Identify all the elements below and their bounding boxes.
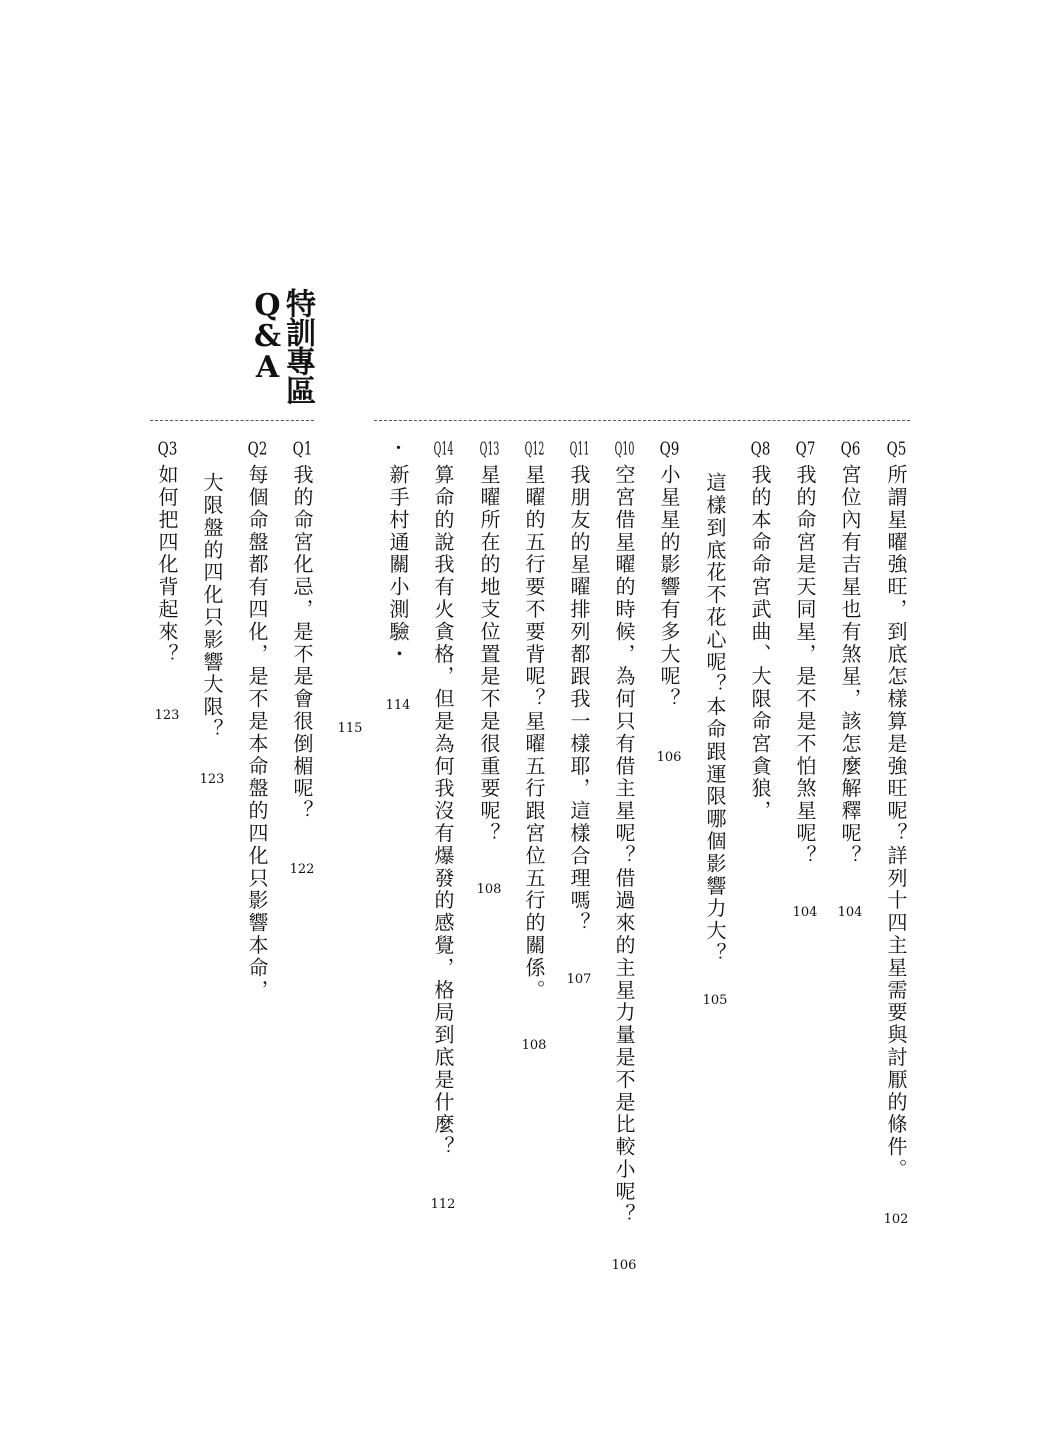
question-text: 星曜的五行要不要背呢？星曜五行跟宮位五行的關係。 bbox=[522, 464, 546, 1002]
toc-entry-q2 bbox=[235, 440, 279, 1002]
page-number: 108 bbox=[476, 882, 502, 897]
question-number: Q3 bbox=[157, 440, 178, 458]
toc-entry-q12 bbox=[512, 440, 556, 1002]
toc-entry-quiz bbox=[376, 440, 420, 666]
toc-entry-q13 bbox=[467, 440, 511, 845]
page-number: 122 bbox=[289, 862, 315, 877]
toc-entry-q14 bbox=[421, 440, 465, 1158]
page-number: 106 bbox=[656, 750, 682, 765]
question-text: 我的命宮是天同星，是不是不怕煞星呢？ bbox=[793, 464, 817, 868]
question-text-continued: 這樣到底花不花心呢？本命跟運限哪個影響力大？ bbox=[703, 472, 727, 965]
page-number: 105 bbox=[702, 993, 728, 1008]
question-number: Q6 bbox=[840, 440, 861, 458]
toc-entry-q5 bbox=[874, 440, 918, 1181]
divider-left bbox=[150, 420, 314, 421]
page-number: 112 bbox=[430, 1197, 456, 1212]
question-text: 算命的說我有火貪格，但是為何我沒有爆發的感覺，格局到底是什麼？ bbox=[431, 464, 455, 1159]
question-number: Q10 bbox=[614, 440, 635, 458]
page-number: 123 bbox=[154, 708, 180, 723]
question-text: 宮位內有吉星也有煞星，該怎麼解釋呢？ bbox=[838, 464, 862, 868]
question-text-continued: 大限盤的四化只影響大限？ bbox=[200, 472, 224, 741]
section-title-main: 特訓專區 bbox=[280, 288, 315, 404]
question-number: Q11 bbox=[569, 440, 590, 458]
question-number: Q13 bbox=[479, 440, 500, 458]
toc-entry-q10 bbox=[602, 440, 646, 1226]
question-text: 如何把四化背起來？ bbox=[155, 464, 179, 666]
toc-entry-q3 bbox=[145, 440, 189, 666]
question-text: 小星星的影響有多大呢？ bbox=[657, 464, 681, 711]
question-number: Q9 bbox=[659, 440, 680, 458]
quiz-title: 新手村通關小測驗・ bbox=[386, 464, 410, 666]
question-number: Q8 bbox=[750, 440, 771, 458]
page-number: 102 bbox=[883, 1212, 909, 1227]
toc-entry-q6 bbox=[828, 440, 872, 867]
page-number: 108 bbox=[521, 1038, 547, 1053]
toc-entry-q7 bbox=[783, 440, 827, 867]
page-number: 107 bbox=[566, 972, 592, 987]
question-text: 星曜所在的地支位置是不是很重要呢？ bbox=[477, 464, 501, 845]
question-number: Q12 bbox=[524, 440, 545, 458]
divider-right bbox=[374, 420, 910, 421]
question-text: 所謂星曜強旺，到底怎樣算是強旺呢？詳列十四主星需要與討厭的條件。 bbox=[884, 464, 908, 1181]
page-number: 104 bbox=[792, 905, 818, 920]
question-text: 我的命宮化忌，是不是會很倒楣呢？ bbox=[290, 464, 314, 823]
question-text: 空宮借星曜的時候，為何只有借主星呢？借過來的主星力量是不是比較小呢？ bbox=[612, 464, 636, 1226]
question-number: Q1 bbox=[292, 440, 313, 458]
question-number: Q5 bbox=[886, 440, 907, 458]
question-text: 我的本命命宮武曲、大限命宮貪狼， bbox=[748, 464, 772, 823]
page-number: 106 bbox=[611, 1258, 637, 1273]
bullet-marker: ・ bbox=[389, 440, 408, 458]
page-number: 104 bbox=[837, 905, 863, 920]
toc-entry-q11 bbox=[557, 440, 601, 934]
page-number: 114 bbox=[385, 698, 411, 713]
section-page-number: 115 bbox=[337, 721, 363, 736]
toc-entry-q8 bbox=[738, 440, 782, 822]
question-text: 每個命盤都有四化，是不是本命盤的四化只影響本命， bbox=[245, 464, 269, 1002]
toc-entry-q9 bbox=[647, 440, 691, 710]
question-number: Q2 bbox=[247, 440, 268, 458]
question-number: Q14 bbox=[433, 440, 454, 458]
section-title-qa: Q&A bbox=[250, 288, 285, 381]
question-number: Q7 bbox=[795, 440, 816, 458]
toc-entry-q1 bbox=[280, 440, 324, 822]
page-number: 123 bbox=[199, 772, 225, 787]
question-text: 我朋友的星曜排列都跟我一樣耶，這樣合理嗎？ bbox=[567, 464, 591, 935]
